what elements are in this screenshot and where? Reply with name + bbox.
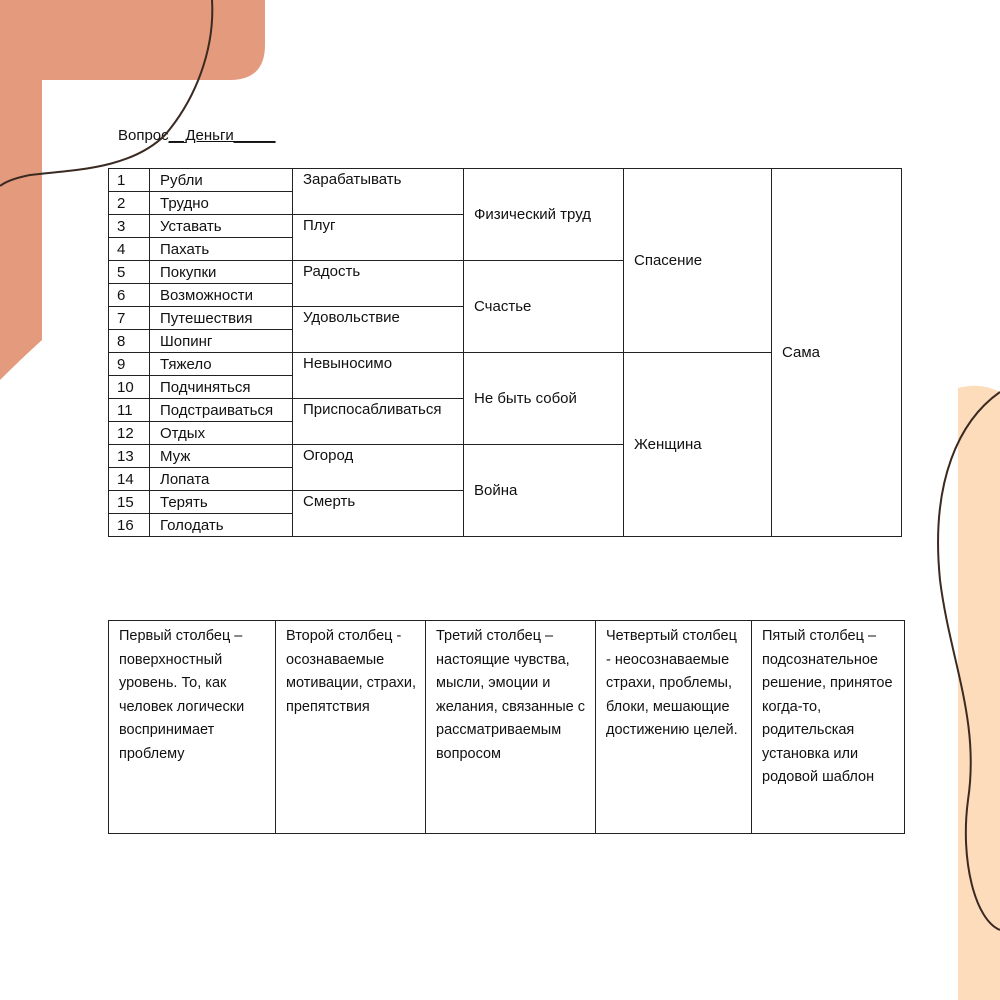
word-cell: Трудно bbox=[150, 192, 293, 215]
association-table bbox=[108, 168, 902, 537]
word-cell: Отдых bbox=[150, 422, 293, 445]
table-row bbox=[109, 169, 902, 192]
col4-cell: Спасение bbox=[624, 169, 772, 353]
col3-cell: Не быть собой bbox=[464, 353, 624, 445]
row-number: 14 bbox=[109, 468, 150, 491]
col4-cell: Женщина bbox=[624, 353, 772, 537]
legend-col5: Пятый столбец – подсознательное решение, принятое когда-то, родительская установка или родовой шаблон bbox=[752, 621, 905, 834]
row-number: 10 bbox=[109, 376, 150, 399]
word-cell: Покупки bbox=[150, 261, 293, 284]
row-number: 9 bbox=[109, 353, 150, 376]
word-cell: Путешествия bbox=[150, 307, 293, 330]
col3-cell: Война bbox=[464, 445, 624, 537]
question-label: Вопрос bbox=[118, 127, 169, 144]
col2-cell: Огород bbox=[293, 445, 464, 491]
row-number: 16 bbox=[109, 514, 150, 537]
row-number: 11 bbox=[109, 399, 150, 422]
row-number: 8 bbox=[109, 330, 150, 353]
word-cell: Уставать bbox=[150, 215, 293, 238]
word-cell: Тяжело bbox=[150, 353, 293, 376]
legend-table bbox=[108, 620, 905, 834]
word-cell: Пахать bbox=[150, 238, 293, 261]
row-number: 12 bbox=[109, 422, 150, 445]
row-number: 6 bbox=[109, 284, 150, 307]
word-cell: Терять bbox=[150, 491, 293, 514]
col2-cell: Плуг bbox=[293, 215, 464, 261]
row-number: 3 bbox=[109, 215, 150, 238]
col2-cell: Удовольствие bbox=[293, 307, 464, 353]
row-number: 1 bbox=[109, 169, 150, 192]
col3-cell: Счастье bbox=[464, 261, 624, 353]
row-number: 7 bbox=[109, 307, 150, 330]
word-cell: Возможности bbox=[150, 284, 293, 307]
word-cell: Рубли bbox=[150, 169, 293, 192]
row-number: 15 bbox=[109, 491, 150, 514]
col2-cell: Невыносимо bbox=[293, 353, 464, 399]
col5-cell: Сама bbox=[772, 169, 902, 537]
peach-shape bbox=[958, 386, 1000, 1000]
word-cell: Подчиняться bbox=[150, 376, 293, 399]
word-cell: Голодать bbox=[150, 514, 293, 537]
word-cell: Подстраиваться bbox=[150, 399, 293, 422]
col2-cell: Зарабатывать bbox=[293, 169, 464, 215]
legend-col1: Первый столбец – поверхностный уровень. То, как человек логически воспринимает проблему bbox=[109, 621, 276, 834]
legend-col3: Третий столбец – настоящие чувства, мысли, эмоции и желания, связанные с рассматриваемым вопросом bbox=[426, 621, 596, 834]
legend-col2: Второй столбец - осознаваемые мотивации, страхи, препятствия bbox=[276, 621, 426, 834]
col3-cell: Физический труд bbox=[464, 169, 624, 261]
row-number: 4 bbox=[109, 238, 150, 261]
col2-cell: Радость bbox=[293, 261, 464, 307]
question-topic: __Деньги_____ bbox=[168, 127, 276, 144]
legend-col4: Четвертый столбец - неосознаваемые страхи, проблемы, блоки, мешающие достижению целей. bbox=[596, 621, 752, 834]
col2-cell: Приспосабливаться bbox=[293, 399, 464, 445]
word-cell: Муж bbox=[150, 445, 293, 468]
word-cell: Шопинг bbox=[150, 330, 293, 353]
legend-row bbox=[109, 621, 905, 834]
row-number: 5 bbox=[109, 261, 150, 284]
col2-cell: Смерть bbox=[293, 491, 464, 537]
question-title bbox=[118, 127, 276, 144]
row-number: 13 bbox=[109, 445, 150, 468]
row-number: 2 bbox=[109, 192, 150, 215]
word-cell: Лопата bbox=[150, 468, 293, 491]
